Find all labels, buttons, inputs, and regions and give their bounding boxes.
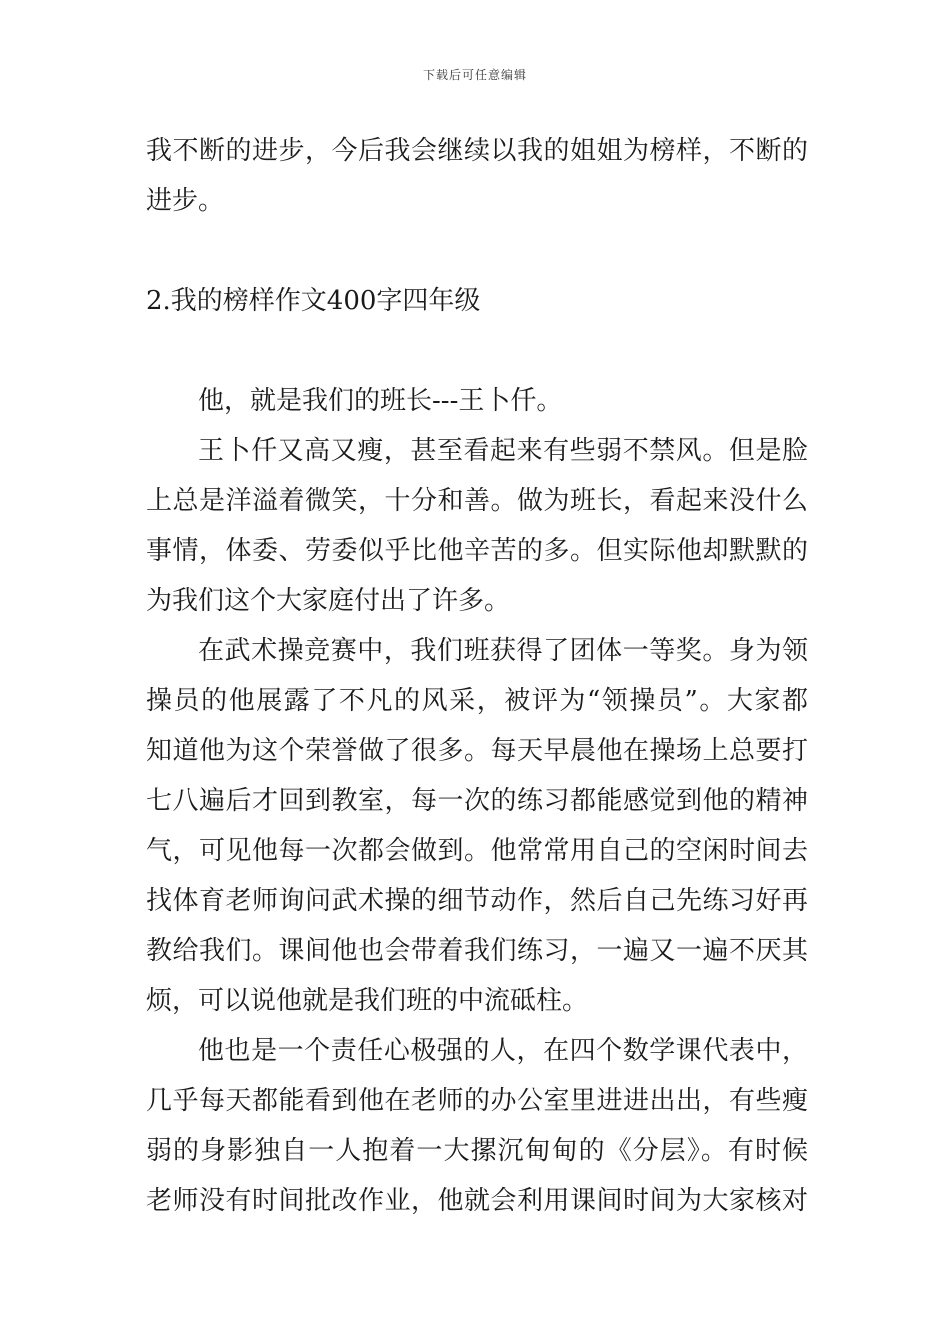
text-line: 在武术操竞赛中，我们班获得了团体一等奖。身为领	[198, 636, 808, 666]
text-line: 王卜仟又高又瘦，甚至看起来有些弱不禁风。但是脸	[198, 436, 808, 466]
section-title: 2.我的榜样作文400字四年级	[146, 286, 481, 316]
text-line: 找体育老师询问武术操的细节动作，然后自己先练习好再	[146, 886, 808, 916]
text-line: 事情，体委、劳委似乎比他辛苦的多。但实际他却默默的	[146, 536, 808, 566]
text-line: 操员的他展露了不凡的风采，被评为“领操员”。大家都	[146, 686, 808, 716]
document-body	[146, 126, 808, 1226]
text-line: 知道他为这个荣誉做了很多。每天早晨他在操场上总要打	[146, 736, 808, 766]
text-line: 老师没有时间批改作业，他就会利用课间时间为大家核对	[146, 1186, 808, 1216]
text-line: 气，可见他每一次都会做到。他常常用自己的空闲时间去	[146, 836, 808, 866]
text-line: 七八遍后才回到教室，每一次的练习都能感觉到他的精神	[146, 786, 808, 816]
text-line: 教给我们。课间他也会带着我们练习，一遍又一遍不厌其	[146, 936, 808, 966]
text-line: 烦，可以说他就是我们班的中流砥柱。	[146, 986, 589, 1016]
blank-line	[146, 326, 808, 376]
page-header: 下载后可任意编辑	[422, 68, 527, 82]
text-line: 他，就是我们的班长---王卜仟。	[198, 386, 563, 416]
text-line: 进步。	[146, 186, 225, 216]
text-line: 几乎每天都能看到他在老师的办公室里进进出出，有些瘦	[146, 1086, 808, 1116]
text-line: 为我们这个大家庭付出了许多。	[146, 586, 511, 616]
text-line: 上总是洋溢着微笑，十分和善。做为班长，看起来没什么	[146, 486, 808, 516]
blank-line	[146, 226, 808, 276]
text-line: 弱的身影独自一人抱着一大摞沉甸甸的《分层》。有时候	[146, 1136, 808, 1166]
text-line: 我不断的进步，今后我会继续以我的姐姐为榜样，不断的	[146, 136, 808, 166]
text-line: 他也是一个责任心极强的人，在四个数学课代表中，	[198, 1036, 808, 1066]
